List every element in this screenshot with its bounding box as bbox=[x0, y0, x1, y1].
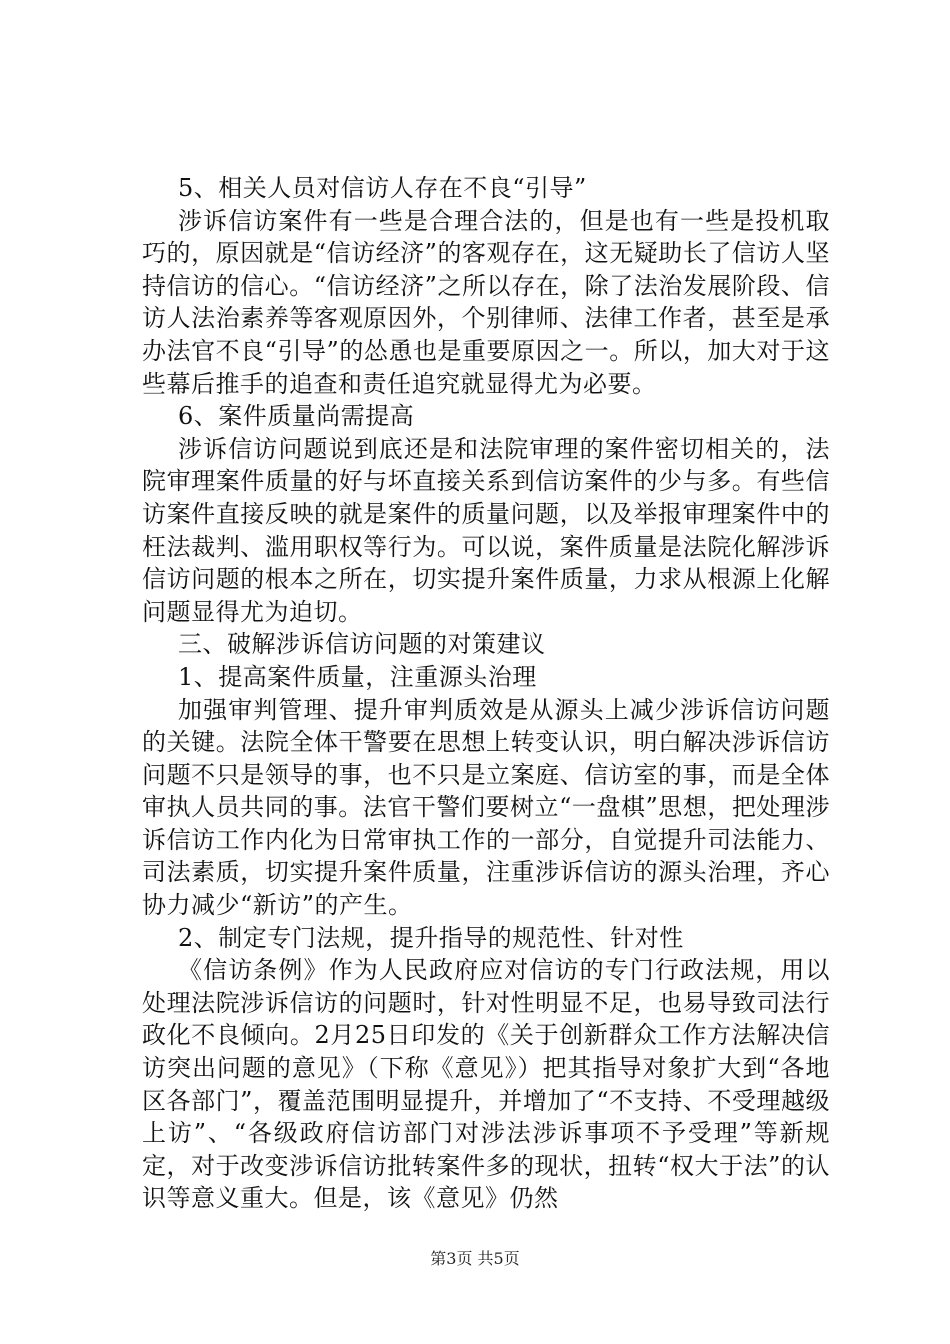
paragraph-case-quality: 涉诉信访问题说到底还是和法院审理的案件密切相关的，法院审理案件质量的好与坏直接关系到信访案件的少与多。有些信访案件直接反映的就是案件的质量问题，以及举报审理案件中的枉法裁判、滥用职权等行为。可以说，案件质量是法院化解涉诉信访问题的根本之所在，切实提升案件质量，力求从根源上化解问题显得尤为迫切。 bbox=[142, 434, 830, 626]
document-body bbox=[142, 172, 830, 1215]
heading-6-case-quality: 6、案件质量尚需提高 bbox=[178, 402, 415, 431]
page-footer: 第3页 共5页 bbox=[430, 1249, 520, 1268]
heading-2-special-regulations: 2、制定专门法规，提升指导的规范性、针对性 bbox=[178, 923, 684, 952]
paragraph-petition-regulations: 《信访条例》作为人民政府应对信访的专门行政法规，用以处理法院涉诉信访的问题时，针对性明显不足，也易导致司法行政化不良倾向。2月25日印发的《关于创新群众工作方法解决信访突出问题的意见》（下称《意见》）把其指导对象扩大到“各地区各部门”，覆盖范围明显提升，并增加了“不支持、不受理越级上访”、“各级政府信访部门对涉法涉诉事项不予受理”等新规定，对于改变涉诉信访批转案件多的现状，扭转“权大于法”的认识等意义重大。但是，该《意见》仍然 bbox=[142, 956, 830, 1213]
paragraph-petition-economy: 涉诉信访案件有一些是合理合法的，但是也有一些是投机取巧的，原因就是“信访经济”的客观存在，这无疑助长了信访人坚持信访的信心。“信访经济”之所以存在，除了法治发展阶段、信访人法治素养等客观原因外，个别律师、法律工作者，甚至是承办法官不良“引导”的怂恿也是重要原因之一。所以，加大对于这些幕后推手的追查和责任追究就显得尤为必要。 bbox=[142, 206, 830, 398]
heading-1-improve-quality: 1、提高案件质量，注重源头治理 bbox=[178, 662, 537, 691]
paragraph-trial-management: 加强审判管理、提升审判质效是从源头上减少涉诉信访问题的关键。法院全体干警要在思想上转变认识，明白解决涉诉信访问题不只是领导的事，也不只是立案庭、信访室的事，而是全体审执人员共同的事。法官干警们要树立“一盘棋”思想，把处理涉诉信访工作内化为日常审执工作的一部分，自觉提升司法能力、司法素质，切实提升案件质量，注重涉诉信访的源头治理，齐心协力减少“新访”的产生。 bbox=[142, 695, 830, 920]
section-heading-3-countermeasures: 三、破解涉诉信访问题的对策建议 bbox=[178, 630, 546, 659]
heading-5-misguidance: 5、相关人员对信访人存在不良“引导” bbox=[178, 174, 587, 202]
